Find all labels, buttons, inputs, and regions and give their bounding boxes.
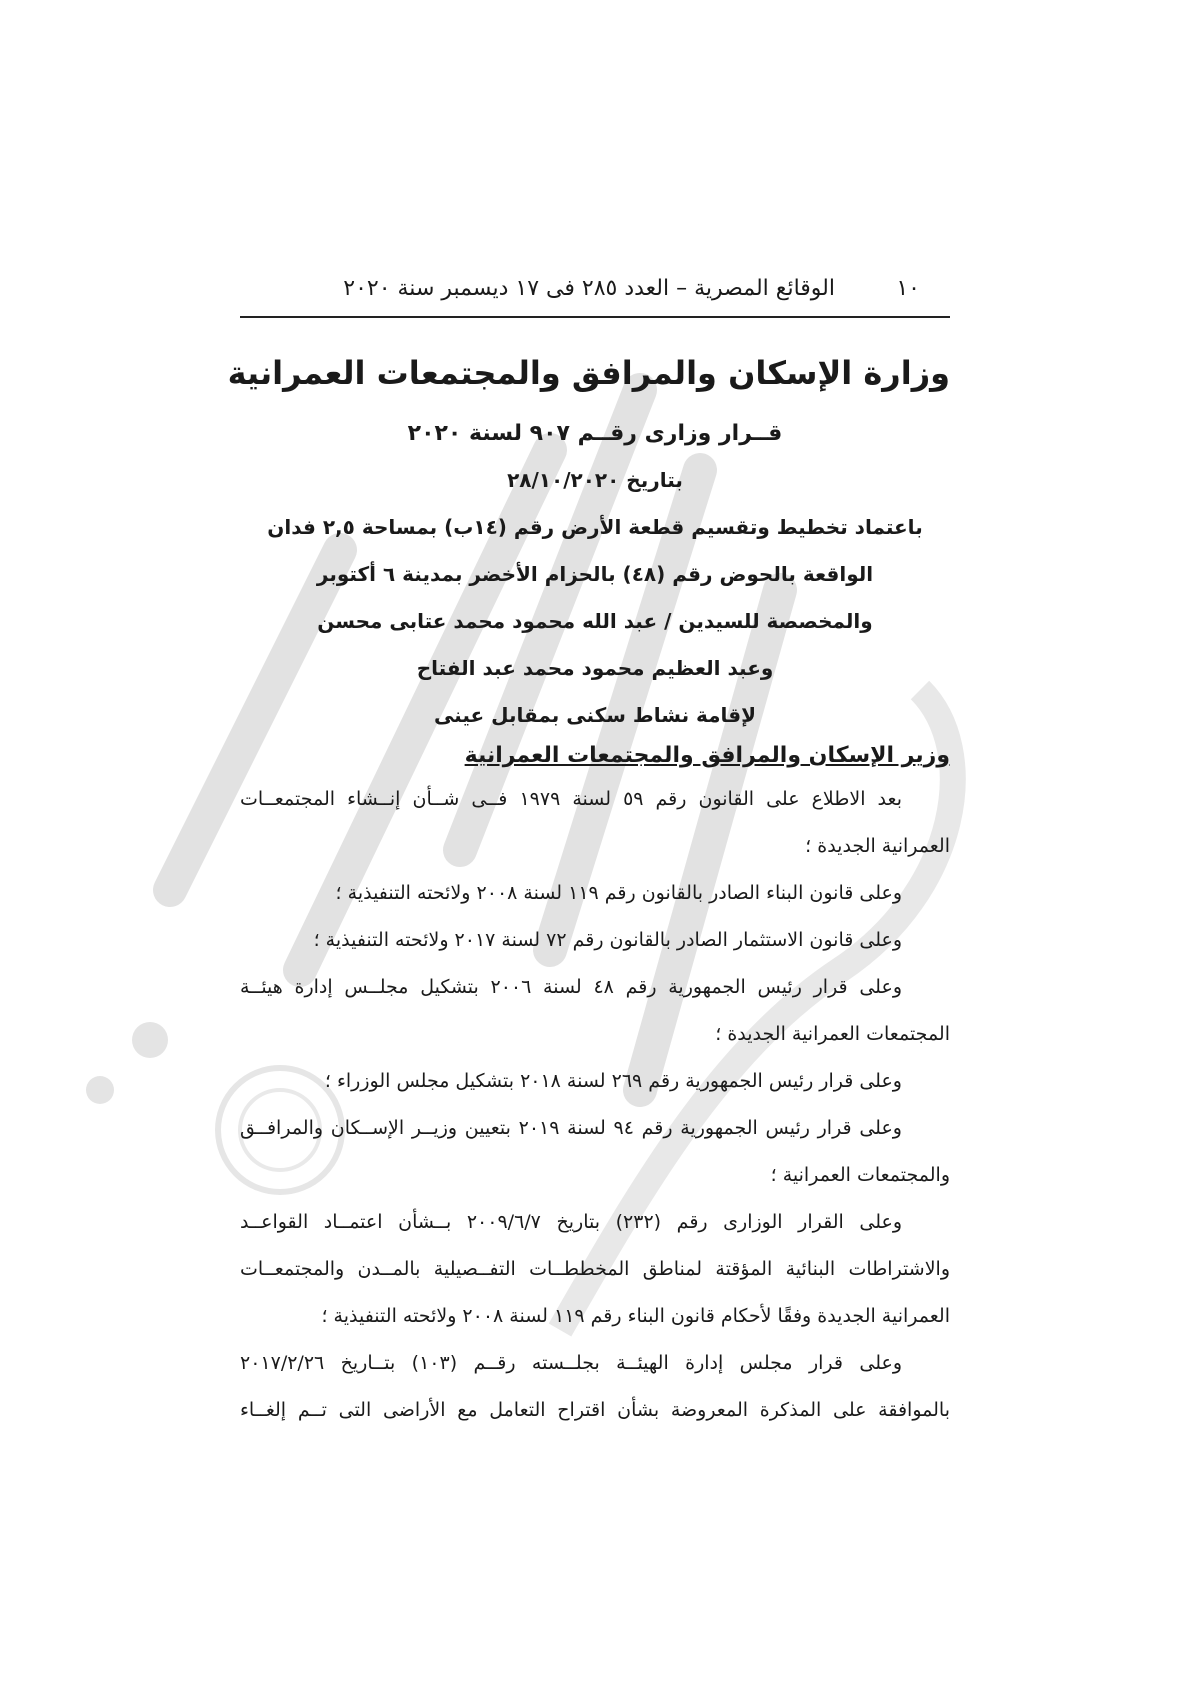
- paragraph-line: العمرانية الجديدة وفقًا لأحكام قانون البناء رقم ١١٩ لسنة ٢٠٠٨ ولائحته التنفيذية ؛: [321, 1305, 950, 1327]
- subject-line: وعبد العظيم محمود محمد عبد الفتاح: [416, 656, 774, 680]
- minister-heading: وزير الإسكان والمرافق والمجتمعات العمرانية: [464, 743, 950, 768]
- paragraph-line: بالموافقة على المذكرة المعروضة بشأن اقتراح التعامل مع الأراضى التى تــم إلغــاء: [240, 1399, 950, 1421]
- paragraph-line: وعلى القرار الوزارى رقم (٢٣٢) بتاريخ ٢٠٠٩/٦/٧ بــشأن اعتمــاد القواعــد: [240, 1211, 903, 1233]
- paragraph: [240, 776, 950, 870]
- decree-date: بتاريخ ٢٨/١٠/٢٠٢٠: [507, 468, 683, 492]
- paragraph-line: والاشتراطات البنائية المؤقتة لمناطق المخططــات التفــصيلية بالمــدن والمجتمعــات: [240, 1258, 950, 1280]
- subject-line: الواقعة بالحوض رقم (٤٨) بالحزام الأخضر بمدينة ٦ أكتوبر: [316, 562, 874, 586]
- paragraph-line: المجتمعات العمرانية الجديدة ؛: [715, 1023, 950, 1045]
- watermark-dot: [86, 1076, 114, 1104]
- paragraph-line: وعلى قرار رئيس الجمهورية رقم ٤٨ لسنة ٢٠٠٦ بتشكيل مجلــس إدارة هيئــة: [240, 976, 902, 998]
- subject-line: لإقامة نشاط سكنى بمقابل عينى: [433, 703, 757, 727]
- paragraph: [240, 1340, 950, 1434]
- paragraph: [240, 1105, 950, 1199]
- paragraph-line: وعلى قرار رئيس الجمهورية رقم ٢٦٩ لسنة ٢٠١٨ بتشكيل مجلس الوزراء ؛: [324, 1070, 902, 1092]
- running-title: الوقائع المصرية – العدد ٢٨٥ فى ١٧ ديسمبر سنة ٢٠٢٠: [343, 276, 835, 301]
- ministry-title: وزارة الإسكان والمرافق والمجتمعات العمرانية: [227, 354, 950, 392]
- document-body: [227, 340, 950, 1434]
- paragraph: [240, 917, 950, 964]
- paragraph-line: والمجتمعات العمرانية ؛: [770, 1164, 950, 1186]
- paragraph: [240, 964, 950, 1058]
- decree-number: قــرار وزارى رقــم ٩٠٧ لسنة ٢٠٢٠: [407, 421, 783, 446]
- paragraph-line: وعلى قانون البناء الصادر بالقانون رقم ١١٩ لسنة ٢٠٠٨ ولائحته التنفيذية ؛: [335, 882, 902, 904]
- subject-line: باعتماد تخطيط وتقسيم قطعة الأرض رقم (١٤ب) بمساحة ٢,٥ فدان: [267, 515, 923, 539]
- subject-line: والمخصصة للسيدين / عبد الله محمود محمد عتابى محسن: [317, 609, 873, 633]
- paragraph-line: وعلى قرار مجلس إدارة الهيئــة بجلــسته رقــم (١٠٣) بتــاريخ ٢٠١٧/٢/٢٦: [240, 1352, 902, 1374]
- page-number: ١٠: [896, 276, 920, 301]
- paragraph-line: العمرانية الجديدة ؛: [805, 835, 950, 857]
- watermark-dot: [132, 1022, 168, 1058]
- paragraph-line: وعلى قرار رئيس الجمهورية رقم ٩٤ لسنة ٢٠١٩ بتعيين وزيــر الإســكان والمرافــق: [240, 1117, 902, 1139]
- paragraph-line: بعد الاطلاع على القانون رقم ٥٩ لسنة ١٩٧٩ فــى شــأن إنــشاء المجتمعــات: [240, 788, 902, 810]
- page-header: [240, 270, 950, 318]
- paragraph: [240, 1199, 950, 1340]
- paragraph: [240, 870, 950, 917]
- paragraph: [240, 1058, 950, 1105]
- paragraph-line: وعلى قانون الاستثمار الصادر بالقانون رقم ٧٢ لسنة ٢٠١٧ ولائحته التنفيذية ؛: [313, 929, 902, 951]
